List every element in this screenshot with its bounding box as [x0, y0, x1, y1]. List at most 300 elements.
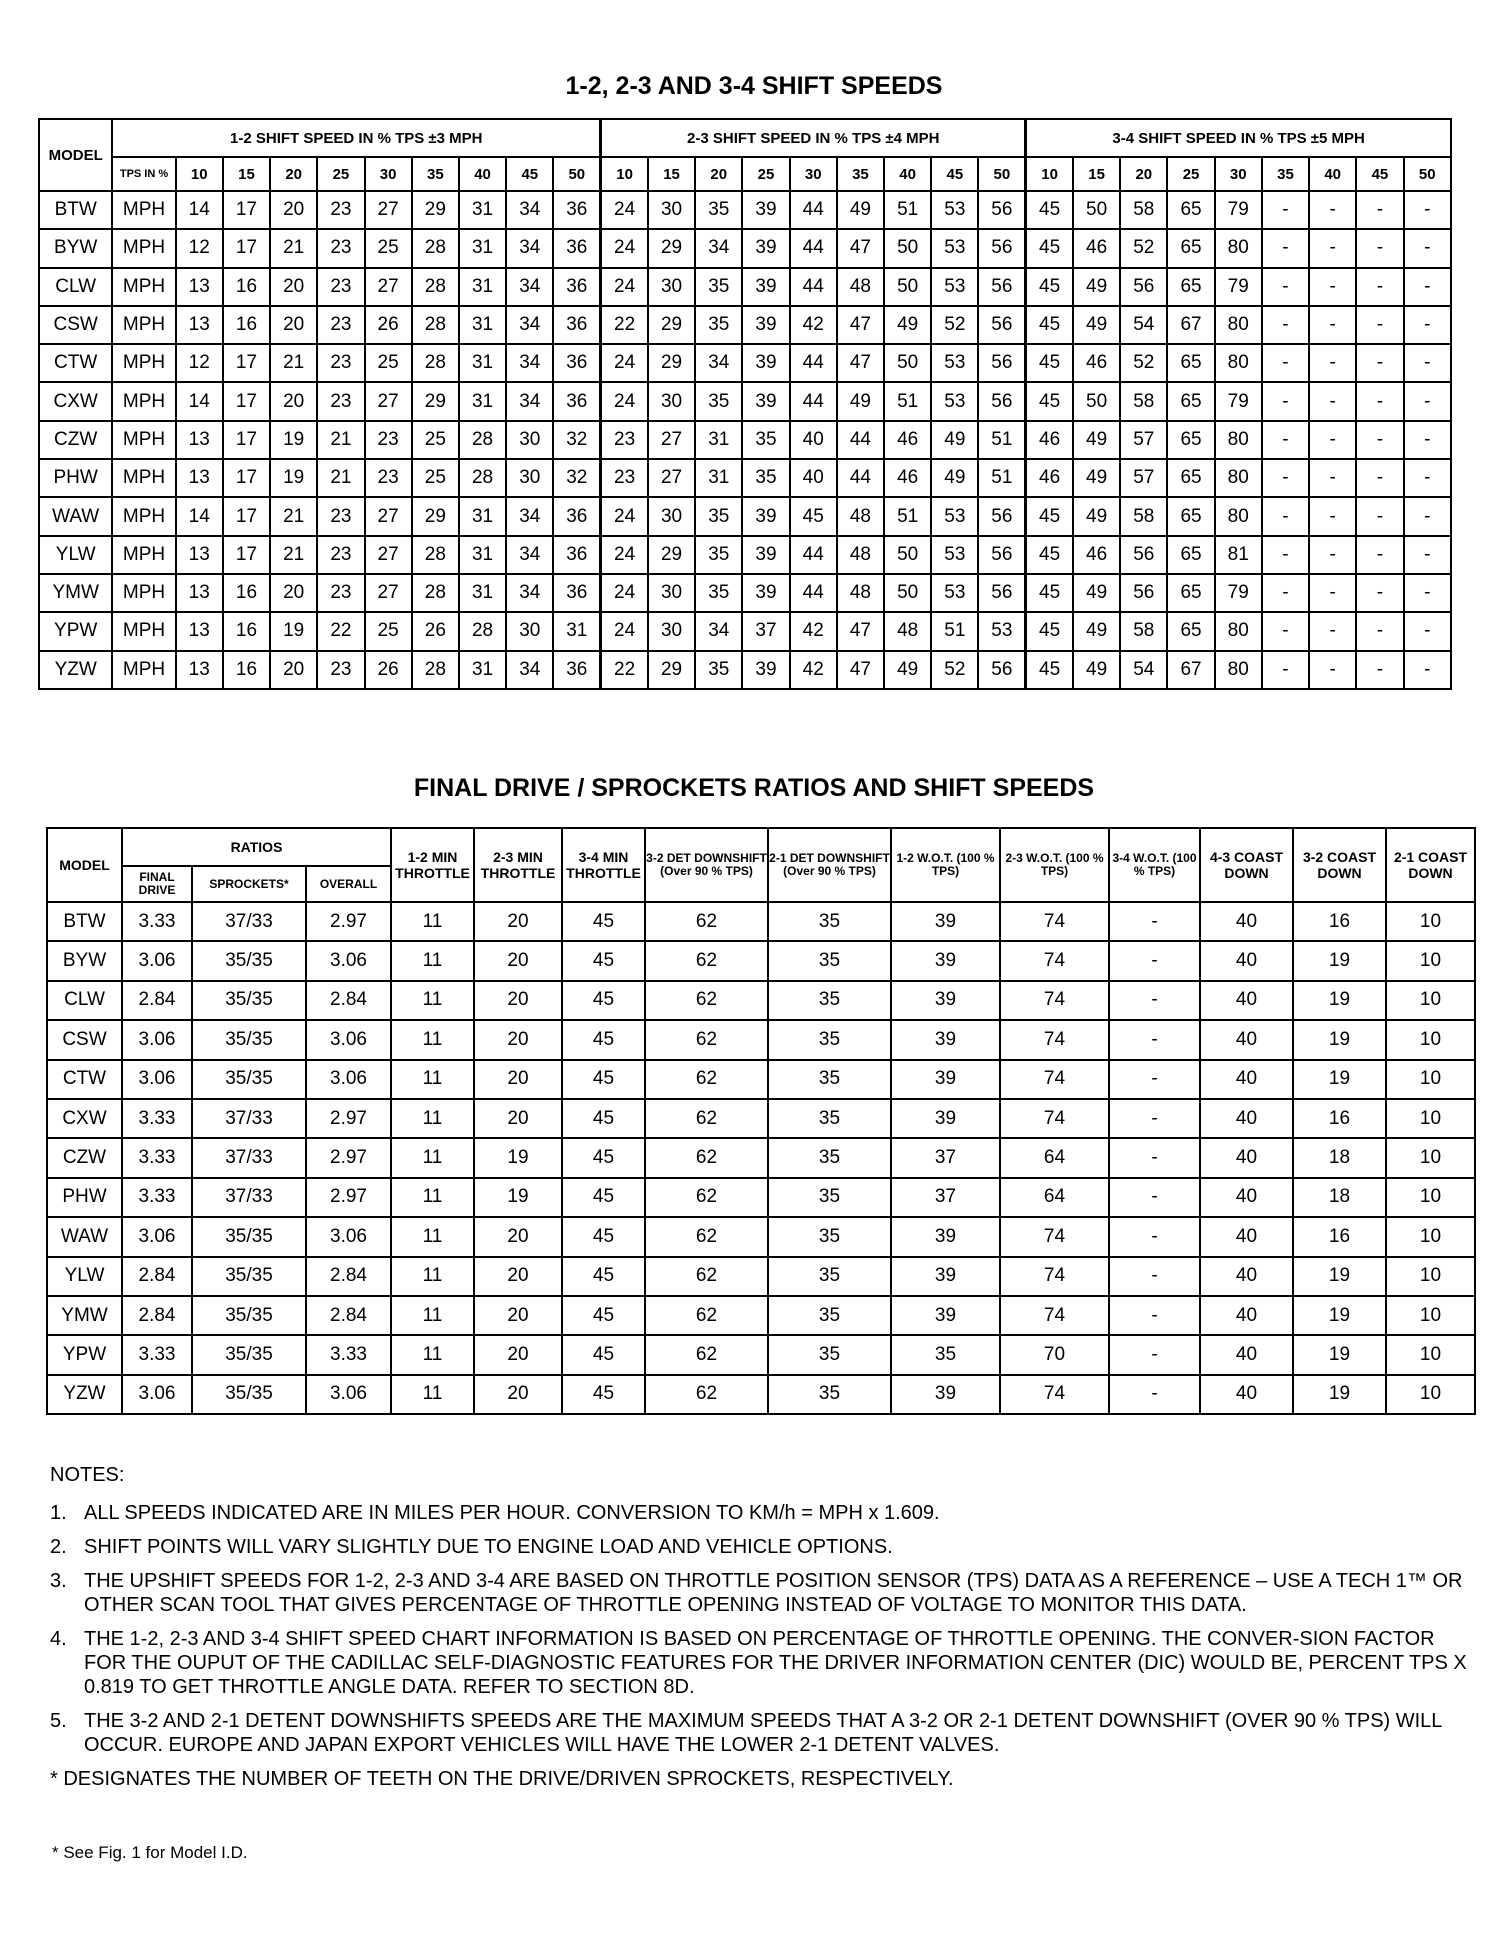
value-cell: 16: [1293, 1217, 1386, 1256]
table-row: [39, 382, 1451, 420]
tps-column-header: 40: [884, 157, 931, 191]
unit-cell: MPH: [112, 574, 175, 612]
speed-cell: 31: [459, 651, 506, 689]
speed-cell: 40: [790, 459, 837, 497]
value-cell: 70: [1000, 1335, 1109, 1374]
speed-cell: 46: [1026, 421, 1073, 459]
tps-column-header: 40: [459, 157, 506, 191]
speed-cell: -: [1404, 382, 1451, 420]
speed-cell: 79: [1215, 191, 1262, 229]
value-cell: 39: [891, 1099, 1000, 1138]
value-cell: 3.33: [122, 1099, 192, 1138]
speed-cell: 56: [978, 191, 1025, 229]
speed-cell: -: [1309, 268, 1356, 306]
value-cell: 3.06: [122, 941, 192, 980]
speed-cell: -: [1262, 421, 1309, 459]
speed-cell: 53: [931, 574, 978, 612]
speed-cell: 14: [176, 382, 223, 420]
table-row: [47, 902, 1475, 941]
value-cell: 10: [1386, 1060, 1475, 1099]
value-cell: 20: [474, 1257, 562, 1296]
tps-column-header: 30: [365, 157, 412, 191]
table-row: [47, 1375, 1475, 1414]
value-cell: 62: [645, 1099, 768, 1138]
wot-1-2-header: 1-2 W.O.T. (100 % TPS): [891, 828, 1000, 902]
value-cell: 39: [891, 981, 1000, 1020]
speed-cell: 46: [1026, 459, 1073, 497]
speed-cell: 24: [601, 268, 648, 306]
speed-cell: 25: [365, 612, 412, 650]
value-cell: 2.97: [306, 902, 391, 941]
value-cell: 35/35: [192, 981, 306, 1020]
speed-cell: 21: [317, 421, 364, 459]
value-cell: 39: [891, 1296, 1000, 1335]
speed-cell: 56: [978, 229, 1025, 267]
speed-cell: 21: [270, 229, 317, 267]
value-cell: 10: [1386, 1296, 1475, 1335]
value-cell: 10: [1386, 902, 1475, 941]
speed-cell: 65: [1167, 612, 1214, 650]
speed-cell: 28: [459, 612, 506, 650]
speed-cell: 23: [317, 574, 364, 612]
coast-3-2-header: 3-2 COAST DOWN: [1293, 828, 1386, 902]
speed-cell: 22: [601, 306, 648, 344]
model-cell: YZW: [47, 1375, 122, 1414]
value-cell: 74: [1000, 1375, 1109, 1414]
final-drive-header: FINAL DRIVE: [122, 866, 192, 902]
speed-cell: 53: [931, 344, 978, 382]
value-cell: 10: [1386, 1138, 1475, 1177]
speed-cell: 34: [506, 344, 553, 382]
model-cell: CXW: [47, 1099, 122, 1138]
value-cell: -: [1109, 1296, 1200, 1335]
speed-cell: 36: [553, 382, 600, 420]
speed-cell: 12: [176, 344, 223, 382]
value-cell: 62: [645, 1138, 768, 1177]
sprockets-header: SPROCKETS*: [192, 866, 306, 902]
model-cell: WAW: [47, 1217, 122, 1256]
star-note: * DESIGNATES THE NUMBER OF TEETH ON THE DRIVE/DRIVEN SPROCKETS, RESPECTIVELY.: [50, 1768, 954, 1790]
speed-cell: 29: [648, 229, 695, 267]
speed-cell: 20: [270, 191, 317, 229]
speed-cell: 44: [790, 382, 837, 420]
speed-cell: 19: [270, 459, 317, 497]
speed-cell: 26: [365, 651, 412, 689]
value-cell: 35: [768, 1375, 891, 1414]
value-cell: -: [1109, 1257, 1200, 1296]
speed-cell: 30: [648, 497, 695, 535]
speed-cell: 45: [1026, 497, 1073, 535]
value-cell: 10: [1386, 1375, 1475, 1414]
speed-cell: 44: [790, 536, 837, 574]
value-cell: 3.06: [122, 1060, 192, 1099]
speed-cell: -: [1309, 574, 1356, 612]
speed-cell: 51: [978, 421, 1025, 459]
tps-column-header: 15: [1073, 157, 1120, 191]
speed-cell: 44: [837, 459, 884, 497]
unit-cell: MPH: [112, 497, 175, 535]
value-cell: 40: [1200, 1296, 1293, 1335]
speed-cell: 35: [695, 651, 742, 689]
value-cell: 40: [1200, 1217, 1293, 1256]
value-cell: 20: [474, 1099, 562, 1138]
speed-cell: 28: [412, 536, 459, 574]
speed-cell: 31: [695, 459, 742, 497]
speed-cell: 35: [695, 536, 742, 574]
value-cell: 11: [391, 1178, 474, 1217]
speed-cell: 45: [1026, 344, 1073, 382]
value-cell: 20: [474, 1375, 562, 1414]
value-cell: 45: [562, 1217, 645, 1256]
speed-cell: 24: [601, 574, 648, 612]
speed-cell: 36: [553, 574, 600, 612]
speed-cell: 34: [506, 536, 553, 574]
speed-cell: 28: [412, 344, 459, 382]
speed-cell: 20: [270, 268, 317, 306]
speed-cell: 49: [931, 421, 978, 459]
speed-cell: 45: [1026, 651, 1073, 689]
speed-cell: 16: [223, 651, 270, 689]
speed-cell: -: [1356, 421, 1403, 459]
table-row: [47, 1020, 1475, 1059]
speed-cell: 29: [412, 497, 459, 535]
notes-heading: NOTES:: [50, 1464, 125, 1486]
speed-cell: -: [1356, 574, 1403, 612]
speed-cell: 44: [790, 229, 837, 267]
value-cell: 10: [1386, 1257, 1475, 1296]
speed-cell: 35: [742, 421, 789, 459]
speed-cell: -: [1262, 229, 1309, 267]
speed-cell: 31: [459, 229, 506, 267]
speed-cell: 49: [1073, 497, 1120, 535]
speed-cell: -: [1356, 651, 1403, 689]
value-cell: 35: [768, 1296, 891, 1335]
speed-cell: 30: [648, 268, 695, 306]
speed-cell: 50: [884, 229, 931, 267]
speed-cell: -: [1404, 268, 1451, 306]
tps-column-header: 10: [1026, 157, 1073, 191]
speed-cell: 65: [1167, 344, 1214, 382]
speed-cell: 47: [837, 306, 884, 344]
speed-cell: 81: [1215, 536, 1262, 574]
speed-cell: 58: [1120, 497, 1167, 535]
speed-cell: 12: [176, 229, 223, 267]
speed-cell: 22: [317, 612, 364, 650]
speed-cell: 48: [837, 536, 884, 574]
unit-cell: MPH: [112, 268, 175, 306]
speed-cell: 24: [601, 344, 648, 382]
value-cell: 2.97: [306, 1178, 391, 1217]
speed-cell: 51: [931, 612, 978, 650]
speed-cell: 35: [695, 191, 742, 229]
value-cell: 3.33: [122, 902, 192, 941]
value-cell: 19: [1293, 1296, 1386, 1335]
value-cell: 10: [1386, 941, 1475, 980]
speed-cell: -: [1404, 574, 1451, 612]
coast-2-1-header: 2-1 COAST DOWN: [1386, 828, 1475, 902]
value-cell: 3.06: [306, 941, 391, 980]
speed-cell: 24: [601, 536, 648, 574]
value-cell: 18: [1293, 1138, 1386, 1177]
speed-cell: -: [1404, 497, 1451, 535]
table-row: [39, 268, 1451, 306]
speed-cell: 80: [1215, 344, 1262, 382]
speed-cell: 50: [1073, 191, 1120, 229]
value-cell: 35: [768, 1257, 891, 1296]
speed-cell: -: [1309, 229, 1356, 267]
value-cell: 19: [474, 1138, 562, 1177]
speed-cell: 16: [223, 574, 270, 612]
speed-cell: -: [1262, 459, 1309, 497]
tps-column-header: 45: [931, 157, 978, 191]
speed-cell: 35: [695, 497, 742, 535]
speed-cell: 65: [1167, 497, 1214, 535]
speed-cell: 47: [837, 612, 884, 650]
speed-cell: 49: [884, 651, 931, 689]
footnote: * See Fig. 1 for Model I.D.: [52, 1843, 248, 1862]
group-header-3-4: 3-4 SHIFT SPEED IN % TPS ±5 MPH: [1026, 119, 1451, 157]
model-cell: CTW: [39, 344, 112, 382]
value-cell: 11: [391, 1138, 474, 1177]
speed-cell: 21: [270, 344, 317, 382]
value-cell: 2.84: [306, 1296, 391, 1335]
value-cell: -: [1109, 1375, 1200, 1414]
value-cell: 35: [768, 1217, 891, 1256]
speed-cell: 45: [1026, 574, 1073, 612]
tps-column-header: 35: [1262, 157, 1309, 191]
value-cell: 39: [891, 941, 1000, 980]
value-cell: 20: [474, 1296, 562, 1335]
speed-cell: 50: [884, 574, 931, 612]
tps-column-header: 35: [412, 157, 459, 191]
speed-cell: 80: [1215, 497, 1262, 535]
value-cell: 62: [645, 981, 768, 1020]
value-cell: 40: [1200, 1178, 1293, 1217]
value-cell: 19: [1293, 1335, 1386, 1374]
speed-cell: 52: [1120, 229, 1167, 267]
final-drive-title: FINAL DRIVE / SPROCKETS RATIOS AND SHIFT SPEEDS: [413, 774, 1095, 802]
value-cell: 37: [891, 1138, 1000, 1177]
speed-cell: 24: [601, 612, 648, 650]
speed-cell: 30: [648, 382, 695, 420]
speed-cell: 31: [459, 191, 506, 229]
tps-column-header: 25: [742, 157, 789, 191]
value-cell: -: [1109, 902, 1200, 941]
overall-header: OVERALL: [306, 866, 391, 902]
speed-cell: 65: [1167, 421, 1214, 459]
value-cell: 40: [1200, 1375, 1293, 1414]
speed-cell: 27: [365, 497, 412, 535]
speed-cell: 23: [601, 421, 648, 459]
value-cell: 3.33: [122, 1138, 192, 1177]
table-row: [47, 941, 1475, 980]
speed-cell: 13: [176, 612, 223, 650]
speed-cell: 52: [931, 651, 978, 689]
speed-cell: 39: [742, 268, 789, 306]
speed-cell: 30: [506, 421, 553, 459]
speed-cell: 44: [790, 574, 837, 612]
speed-cell: 34: [506, 382, 553, 420]
speed-cell: -: [1404, 612, 1451, 650]
model-cell: YLW: [47, 1257, 122, 1296]
value-cell: 19: [474, 1178, 562, 1217]
unit-cell: MPH: [112, 382, 175, 420]
value-cell: 20: [474, 981, 562, 1020]
min-throttle-2-3-header: 2-3 MIN THROTTLE: [474, 828, 562, 902]
speed-cell: 34: [506, 651, 553, 689]
speed-cell: -: [1262, 651, 1309, 689]
speed-cell: 31: [459, 536, 506, 574]
value-cell: 18: [1293, 1178, 1386, 1217]
value-cell: 19: [1293, 981, 1386, 1020]
speed-cell: 31: [459, 344, 506, 382]
value-cell: 62: [645, 1296, 768, 1335]
value-cell: 35: [768, 1138, 891, 1177]
speed-cell: 53: [931, 268, 978, 306]
group-header-1-2: 1-2 SHIFT SPEED IN % TPS ±3 MPH: [112, 119, 600, 157]
value-cell: 39: [891, 902, 1000, 941]
speed-cell: 39: [742, 344, 789, 382]
model-cell: CLW: [47, 981, 122, 1020]
note-text: THE 3-2 AND 2-1 DETENT DOWNSHIFTS SPEEDS ARE THE MAXIMUM SPEEDS THAT A 3-2 OR 2-1 DETENT DOWNSHIFT (OVER 90 % TPS) WILL OCCUR. EUROPE AND JAPAN EXPORT VEHICLES WILL HAVE THE LOWER 2-1 DETENT VALVES.: [84, 1710, 1442, 1756]
unit-cell: MPH: [112, 229, 175, 267]
value-cell: 11: [391, 981, 474, 1020]
speed-cell: 29: [648, 344, 695, 382]
speed-cell: -: [1404, 229, 1451, 267]
value-cell: 20: [474, 1217, 562, 1256]
speed-cell: 26: [412, 612, 459, 650]
note-text: THE 1-2, 2-3 AND 3-4 SHIFT SPEED CHART INFORMATION IS BASED ON PERCENTAGE OF THROTTLE OPENING. THE CONVER-SION FACTOR FOR THE OUPUT OF THE CADILLAC SELF-DIAGNOSTIC FEATURES FOR THE DRIVER INFORMATION CENTER (DIC) WOULD BE, PERCENT TPS X 0.819 TO GET THROTTLE ANGLE DATA. REFER TO SECTION 8D.: [84, 1628, 1467, 1698]
speed-cell: 27: [365, 382, 412, 420]
tps-column-header: 10: [601, 157, 648, 191]
value-cell: 11: [391, 1257, 474, 1296]
speed-cell: 13: [176, 536, 223, 574]
table-row: [47, 1335, 1475, 1374]
speed-cell: 48: [837, 497, 884, 535]
speed-cell: 42: [790, 306, 837, 344]
speed-cell: -: [1309, 382, 1356, 420]
value-cell: 20: [474, 1020, 562, 1059]
value-cell: 11: [391, 902, 474, 941]
speed-cell: 34: [695, 344, 742, 382]
speed-cell: 56: [978, 344, 1025, 382]
value-cell: 10: [1386, 981, 1475, 1020]
speed-cell: 34: [506, 574, 553, 612]
speed-cell: 31: [695, 421, 742, 459]
speed-cell: -: [1309, 459, 1356, 497]
value-cell: 45: [562, 1257, 645, 1296]
value-cell: 3.06: [122, 1375, 192, 1414]
speed-cell: 37: [742, 612, 789, 650]
speed-cell: 17: [223, 382, 270, 420]
speed-cell: 16: [223, 306, 270, 344]
tps-column-header: 40: [1309, 157, 1356, 191]
value-cell: 39: [891, 1375, 1000, 1414]
ratios-header: RATIOS: [122, 828, 391, 866]
value-cell: 3.33: [122, 1335, 192, 1374]
model-cell: YMW: [39, 574, 112, 612]
coast-4-3-header: 4-3 COAST DOWN: [1200, 828, 1293, 902]
speed-cell: 23: [365, 421, 412, 459]
speed-cell: 23: [317, 344, 364, 382]
speed-cell: 49: [837, 191, 884, 229]
value-cell: 74: [1000, 902, 1109, 941]
final-drive-table: [46, 827, 1476, 1415]
speed-cell: 40: [790, 421, 837, 459]
speed-cell: 35: [695, 382, 742, 420]
value-cell: 37/33: [192, 902, 306, 941]
speed-cell: 53: [931, 382, 978, 420]
model-cell: WAW: [39, 497, 112, 535]
speed-cell: 45: [1026, 268, 1073, 306]
model-cell: BYW: [47, 941, 122, 980]
model-cell: YPW: [39, 612, 112, 650]
speed-cell: 39: [742, 536, 789, 574]
value-cell: 62: [645, 941, 768, 980]
speed-cell: 26: [365, 306, 412, 344]
value-cell: 35: [768, 1178, 891, 1217]
value-cell: 39: [891, 1060, 1000, 1099]
tps-column-header: 35: [837, 157, 884, 191]
value-cell: 35: [768, 1020, 891, 1059]
speed-cell: 21: [270, 497, 317, 535]
speed-cell: 49: [931, 459, 978, 497]
value-cell: 35: [768, 902, 891, 941]
speed-cell: 36: [553, 497, 600, 535]
table-row: [47, 1060, 1475, 1099]
speed-cell: 17: [223, 459, 270, 497]
speed-cell: 56: [978, 651, 1025, 689]
value-cell: 35/35: [192, 1375, 306, 1414]
note-item: [50, 1627, 1470, 1699]
speed-cell: 32: [553, 459, 600, 497]
value-cell: 20: [474, 941, 562, 980]
value-cell: -: [1109, 1060, 1200, 1099]
speed-cell: 65: [1167, 536, 1214, 574]
speed-cell: -: [1309, 651, 1356, 689]
speed-cell: 29: [412, 382, 459, 420]
speed-cell: -: [1309, 191, 1356, 229]
model-cell: PHW: [39, 459, 112, 497]
speed-cell: -: [1262, 497, 1309, 535]
speed-cell: 39: [742, 382, 789, 420]
speed-cell: 17: [223, 421, 270, 459]
value-cell: 11: [391, 1020, 474, 1059]
speed-cell: 65: [1167, 191, 1214, 229]
speed-cell: 65: [1167, 229, 1214, 267]
model-cell: YPW: [47, 1335, 122, 1374]
table-row: [39, 574, 1451, 612]
speed-cell: -: [1309, 344, 1356, 382]
value-cell: 11: [391, 1060, 474, 1099]
value-cell: 11: [391, 1375, 474, 1414]
speed-cell: 51: [884, 191, 931, 229]
value-cell: 19: [1293, 1020, 1386, 1059]
speed-cell: 23: [317, 229, 364, 267]
speed-cell: 30: [648, 612, 695, 650]
value-cell: 35/35: [192, 1020, 306, 1059]
table-row: [39, 612, 1451, 650]
value-cell: 45: [562, 1335, 645, 1374]
speed-cell: 50: [884, 536, 931, 574]
speed-cell: 49: [1073, 574, 1120, 612]
note-number: 4.: [50, 1628, 67, 1650]
tps-column-header: 50: [553, 157, 600, 191]
speed-cell: 14: [176, 497, 223, 535]
table-row: [47, 1138, 1475, 1177]
value-cell: 11: [391, 1099, 474, 1138]
speed-cell: 56: [978, 536, 1025, 574]
